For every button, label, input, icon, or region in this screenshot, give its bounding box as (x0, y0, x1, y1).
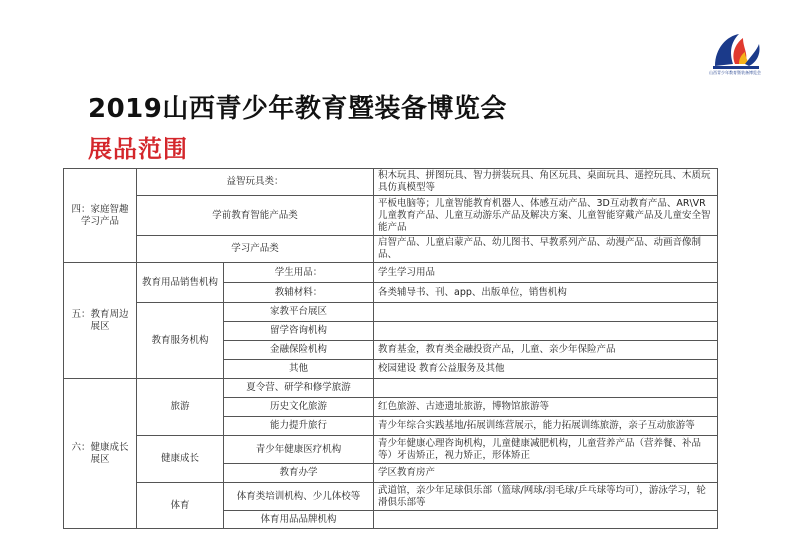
section-label: 四：家庭智趣学习产品 (64, 169, 137, 263)
subcategory-cell: 学生用品： (224, 263, 374, 283)
group-cell: 体育 (137, 483, 224, 529)
description-cell: 教育基金，教育类金融投资产品，儿童、亲少年保险产品 (374, 341, 718, 360)
table-row (64, 169, 718, 196)
subcategory-cell: 教育办学 (224, 464, 374, 483)
exhibit-scope-table (63, 168, 718, 529)
description-cell: 青少年健康心理咨询机构，儿童健康减肥机构，儿童营养产品（营养餐、补品等）牙齿矫正，视力矫正，形体矫正 (374, 436, 718, 464)
table-row (64, 483, 718, 511)
category-cell: 益智玩具类： (137, 169, 374, 196)
description-cell: 学生学习用品 (374, 263, 718, 283)
section-label: 六：健康成长展区 (64, 379, 137, 529)
description-cell (374, 511, 718, 529)
table-row (64, 196, 718, 236)
description-cell: 平板电脑等；儿童智能教育机器人、体感互动产品、3D互动教育产品、AR\VR儿童教育产品、儿童互动游乐产品及解决方案、儿童智能穿戴产品及儿童安全智能产品 (374, 196, 718, 236)
subcategory-cell: 教辅材料： (224, 283, 374, 303)
description-cell: 学区教育房产 (374, 464, 718, 483)
description-cell (374, 379, 718, 398)
group-cell: 教育服务机构 (137, 303, 224, 379)
logo-caption: 山西青少年教育暨装备博览会 (709, 70, 761, 75)
description-cell: 积木玩具、拼图玩具、智力拼装玩具、角区玩具、桌面玩具、遥控玩具、木质玩具仿真模型等 (374, 169, 718, 196)
table-row (64, 436, 718, 464)
subcategory-cell: 青少年健康医疗机构 (224, 436, 374, 464)
description-cell: 校园建设 教育公益服务及其他 (374, 360, 718, 379)
description-cell: 启智产品、儿童启蒙产品、幼儿图书、早教系列产品、动漫产品、动画音像制品、 (374, 236, 718, 263)
subcategory-cell: 夏令营、研学和修学旅游 (224, 379, 374, 398)
page-title: 2019山西青少年教育暨装备博览会 (88, 94, 507, 124)
description-cell: 武道馆，亲少年足球俱乐部（篮球/网球/羽毛球/乒乓球等均可），游泳学习，轮滑俱乐部等 (374, 483, 718, 511)
description-cell: 红色旅游、古迹遗址旅游，博物馆旅游等 (374, 398, 718, 417)
group-cell: 教育用品销售机构 (137, 263, 224, 303)
description-cell (374, 303, 718, 322)
category-cell: 学习产品类 (137, 236, 374, 263)
subcategory-cell: 体育用品品牌机构 (224, 511, 374, 529)
table-row (64, 379, 718, 398)
table-row (64, 263, 718, 283)
table-row (64, 303, 718, 322)
category-cell: 学前教育智能产品类 (137, 196, 374, 236)
section-label: 五：教育周边展区 (64, 263, 137, 379)
table-row (64, 236, 718, 263)
subcategory-cell: 家教平台展区 (224, 303, 374, 322)
subcategory-cell: 能力提升旅行 (224, 417, 374, 436)
subcategory-cell: 金融保险机构 (224, 341, 374, 360)
subcategory-cell: 体育类培训机构、少儿体校等 (224, 483, 374, 511)
description-cell (374, 322, 718, 341)
subcategory-cell: 留学咨询机构 (224, 322, 374, 341)
subcategory-cell: 历史文化旅游 (224, 398, 374, 417)
group-cell: 健康成长 (137, 436, 224, 483)
page-subtitle: 展品范围 (88, 135, 188, 163)
description-cell: 各类辅导书、刊、app、出版单位，销售机构 (374, 283, 718, 303)
group-cell: 旅游 (137, 379, 224, 436)
subcategory-cell: 其他 (224, 360, 374, 379)
description-cell: 青少年综合实践基地/拓展训练营展示，能力拓展训练旅游，亲子互动旅游等 (374, 417, 718, 436)
